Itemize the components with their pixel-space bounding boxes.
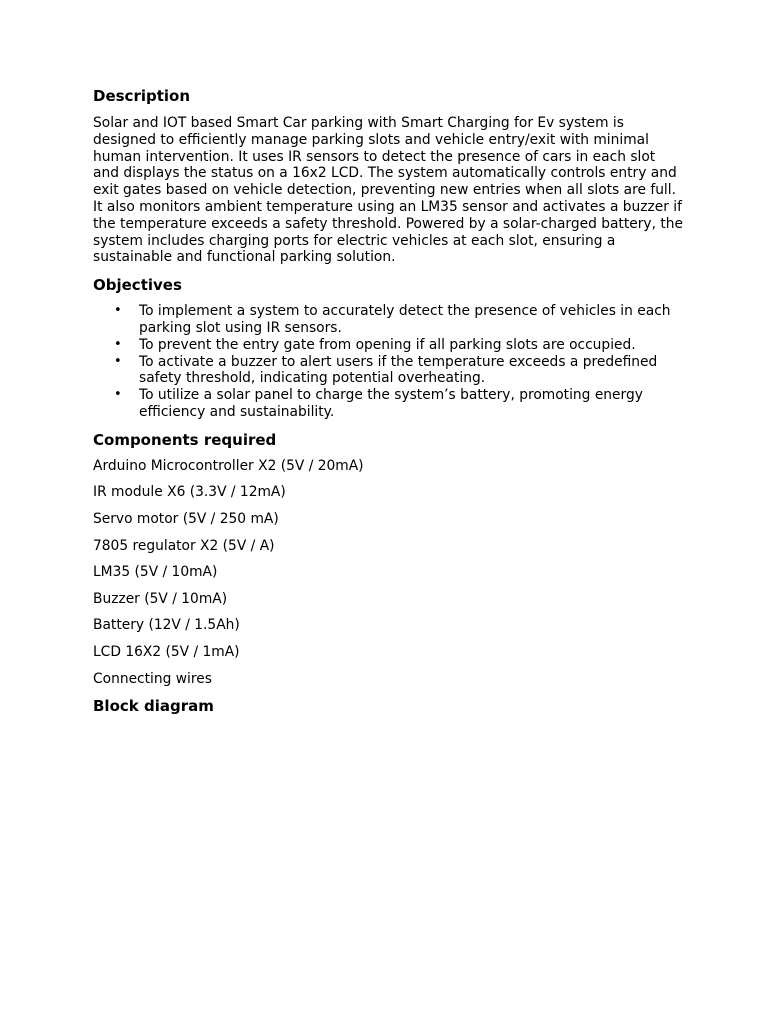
bullet-icon: • [114,336,122,352]
objectives-heading: Objectives [93,276,182,295]
description-heading: Description [93,87,191,105]
bullet-icon: • [114,303,122,319]
component-item: LM35 (5V / 10mA) [93,564,218,581]
bullet-icon: • [114,387,122,403]
objective-text: To implement a system to accurately detect the presence of vehicles in each parking slot using IR sensors. [139,303,671,336]
objective-item [93,387,683,421]
component-item: Buzzer (5V / 10mA) [93,590,228,607]
objective-item [93,303,683,337]
component-item: Arduino Microcontroller X2 (5V / 20mA) [93,457,364,474]
objective-item [93,337,683,354]
description-paragraph: Solar and IOT based Smart Car parking with Smart Charging for Ev system is designed to efficiently manage parking slots and vehicle entry/exit with minimal human intervention. It uses IR sensors to detect the presence of cars in each slot and displays the status on a 16x2 LCD. The system automatically controls entry and exit gates based on vehicle detection, preventing new entries when all slots are full. It also monitors ambient temperature using an LM35 sensor and activates a buzzer if the temperature exceeds a safety threshold. Powered by a solar-charged battery, the system includes charging ports for electric vehicles at each slot, ensuring a sustainable and functional parking solution. [93,115,683,266]
component-item: Servo motor (5V / 250 mA) [93,510,279,527]
block-diagram-heading: Block diagram [93,697,214,716]
component-item: Battery (12V / 1.5Ah) [93,617,240,634]
objective-text: To prevent the entry gate from opening if all parking slots are occupied. [139,336,636,353]
objectives-list [93,303,683,421]
components-list [93,458,683,697]
component-item: 7805 regulator X2 (5V / A) [93,537,275,554]
document-page [93,86,683,716]
bullet-icon: • [114,353,122,369]
component-item: Connecting wires [93,670,212,687]
component-item: IR module X6 (3.3V / 12mA) [93,484,286,501]
component-item: LCD 16X2 (5V / 1mA) [93,643,240,660]
objective-text: To utilize a solar panel to charge the system’s battery, promoting energy efficiency and sustainability. [139,387,643,420]
objective-item [93,354,683,388]
objective-text: To activate a buzzer to alert users if the temperature exceeds a predefined safety threshold, indicating potential overheating. [139,353,658,387]
components-heading: Components required [93,430,277,449]
